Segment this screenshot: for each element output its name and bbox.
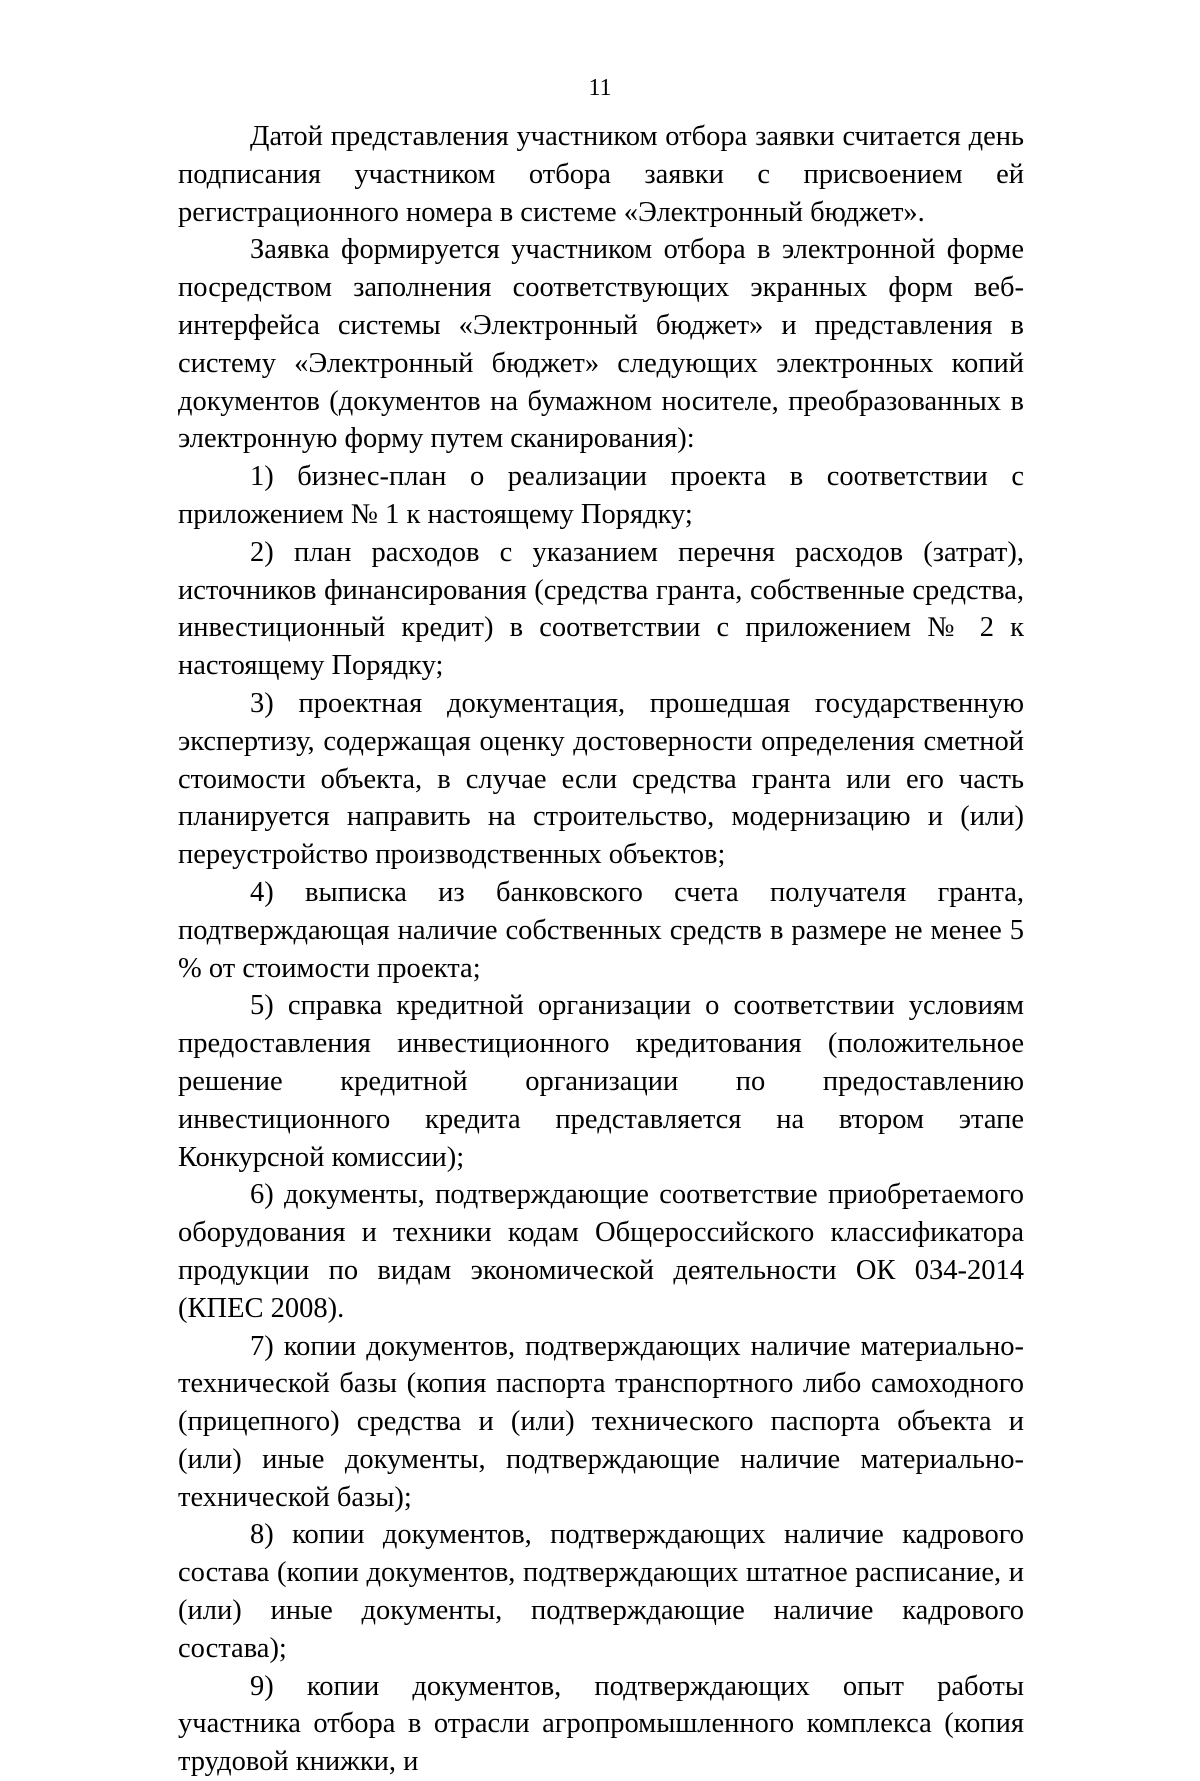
list-item-8-staff-documents: 8) копии документов, подтверждающих наличие кадрового состава (копии документов, подтверждающих штатное расписание, и (или) иные документы, подтверждающие наличие кадрового состава); [178,1519,1024,1664]
list-item-7-material-base-documents: 7) копии документов, подтверждающих наличие материально-технической базы (копия паспорта транспортного либо самоходного (прицепного) средства и (или) технического паспорта объекта и (или) иные документы, подтверждающие наличие материально-технической базы); [178,1330,1024,1513]
list-item-5-credit-certificate: 5) справка кредитной организации о соответствии условиям предоставления инвестиционного кредитования (положительное решение кредитной организации по предоставлению инвестиционного кредита представляется на втором этапе Конкурсной комиссии); [178,990,1024,1173]
list-item-4-bank-statement: 4) выписка из банковского счета получателя гранта, подтверждающая наличие собственных средств в размере не менее 5 % от стоимости проекта; [178,876,1024,984]
document-body [178,118,1024,1781]
page-number: 11 [588,75,612,101]
list-item-3-project-documentation: 3) проектная документация, прошедшая государственную экспертизу, содержащая оценку достоверности определения сметной стоимости объекта, в случае если средства гранта или его часть планируется направить на строительство, модернизацию и (или) переустройство производственных объектов; [178,687,1024,871]
list-item-1-business-plan: 1) бизнес-план о реализации проекта в соответствии с приложением № 1 к настоящему Порядку; [178,461,1024,530]
paragraph-application-formation: Заявка формируется участником отбора в электронной форме посредством заполнения соответствующих экранных форм веб-интерфейса системы «Электронный бюджет» и представления в систему «Электронный бюджет» следующих электронных копий документов (документов на бумажном носителе, преобразованных в электронную форму путем сканирования): [178,234,1024,455]
list-item-6-equipment-documents: 6) документы, подтверждающие соответствие приобретаемого оборудования и техники кодам Общероссийского классификатора продукции по видам экономической деятельности ОК 034-2014 (КПЕС 2008). [178,1179,1024,1324]
list-item-2-expense-plan: 2) план расходов с указанием перечня расходов (затрат), источников финансирования (средства гранта, собственные средства, инвестиционный кредит) в соответствии с приложением № 2 к настоящему Порядку; [178,536,1024,682]
paragraph-submission-date: Датой представления участником отбора заявки считается день подписания участником отбора заявки с присвоением ей регистрационного номера в системе «Электронный бюджет». [178,121,1024,228]
list-item-9-experience-documents: 9) копии документов, подтверждающих опыт работы участника отбора в отрасли агропромышленного комплекса (копия трудовой книжки, и [178,1670,1024,1778]
